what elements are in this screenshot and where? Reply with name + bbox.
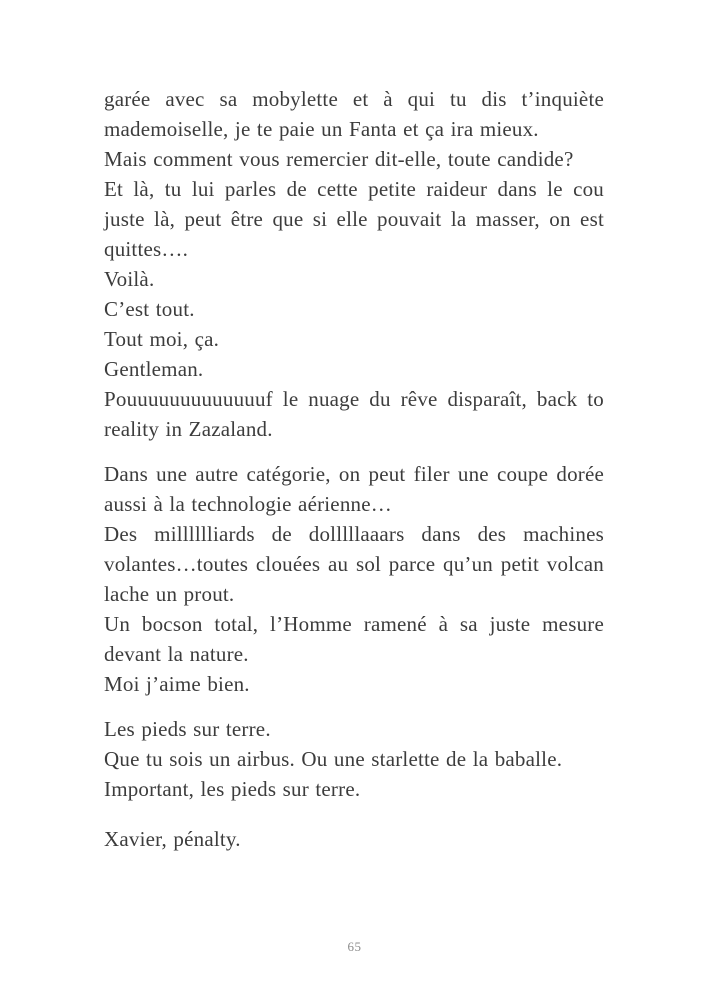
page-number: 65 <box>347 939 362 954</box>
paragraph: Gentleman. <box>104 357 204 381</box>
paragraph: Des milllllliards de dolllllaaars dans des machines volantes…toutes clouées au sol parce qu’un petit volcan lache un prout. <box>104 522 604 606</box>
paragraph: Dans une autre catégorie, on peut filer une coupe dorée aussi à la technologie aérienne… <box>104 462 604 516</box>
page-text <box>104 84 604 854</box>
paragraph: Pouuuuuuuuuuuuuf le nuage du rêve disparaît, back to reality in Zazaland. <box>104 387 604 441</box>
paragraph: Important, les pieds sur terre. <box>104 777 361 801</box>
paragraph: garée avec sa mobylette et à qui tu dis t’inquiète mademoiselle, je te paie un Fanta et ça ira mieux. <box>104 87 604 141</box>
paragraph: Que tu sois un airbus. Ou une starlette de la baballe. <box>104 747 563 771</box>
paragraph: C’est tout. <box>104 297 195 321</box>
paragraph: Xavier, pénalty. <box>104 827 241 851</box>
paragraph: Les pieds sur terre. <box>104 717 271 741</box>
paragraph: Voilà. <box>104 267 155 291</box>
paragraph: Et là, tu lui parles de cette petite raideur dans le cou juste là, peut être que si elle pouvait la masser, on est quittes…. <box>104 177 604 261</box>
paragraph: Mais comment vous remercier dit-elle, toute candide? <box>104 147 574 171</box>
paragraph: Moi j’aime bien. <box>104 672 250 696</box>
paragraph: Un bocson total, l’Homme ramené à sa juste mesure devant la nature. <box>104 612 604 666</box>
paragraph: Tout moi, ça. <box>104 327 220 351</box>
